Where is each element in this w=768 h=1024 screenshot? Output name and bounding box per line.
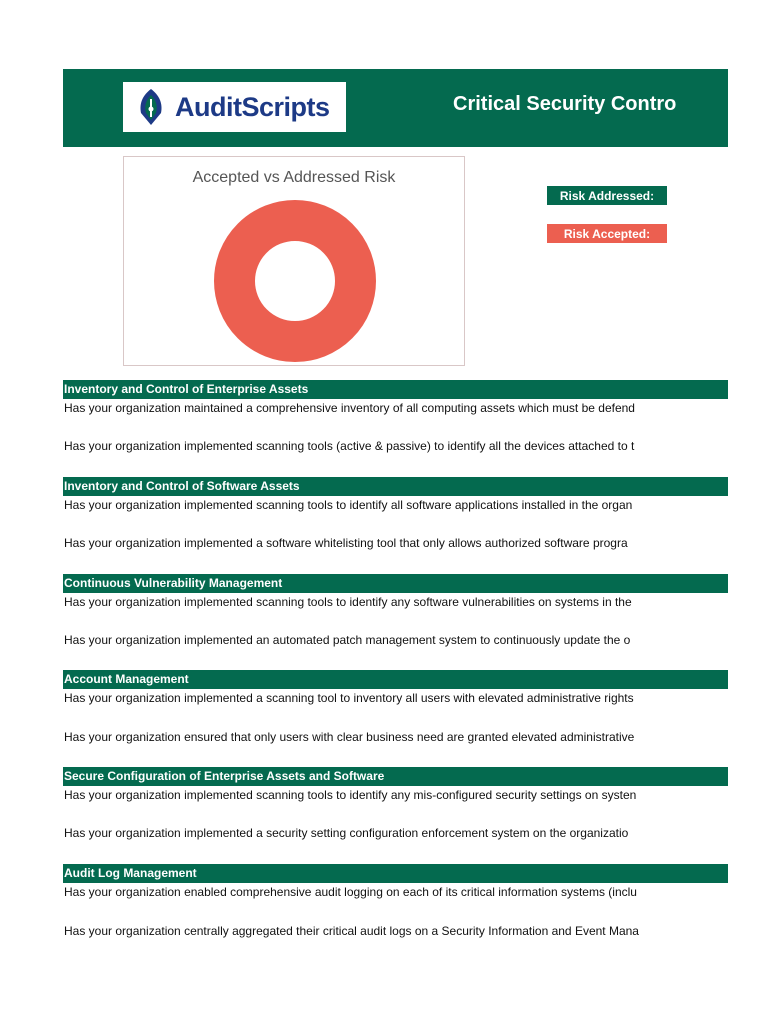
question-row: Has your organization implemented scanning tools to identify any software vulnerabilities on systems in the	[64, 595, 632, 609]
section-header: Inventory and Control of Software Assets	[63, 477, 728, 496]
question-row: Has your organization implemented a security setting configuration enforcement system on the organizatio	[64, 826, 629, 840]
question-row: Has your organization implemented scanning tools (active & passive) to identify all the devices attached to t	[64, 439, 635, 453]
risk-accepted-badge: Risk Accepted:	[547, 224, 667, 243]
pen-nib-logo-icon	[131, 87, 171, 127]
donut-chart-svg	[124, 157, 464, 365]
pie-slice-risk-accepted	[235, 221, 356, 342]
section-header: Account Management	[63, 670, 728, 689]
question-row: Has your organization implemented a scanning tool to inventory all users with elevated administrative rights	[64, 691, 634, 705]
section-header: Secure Configuration of Enterprise Assets and Software	[63, 767, 728, 786]
question-row: Has your organization maintained a comprehensive inventory of all computing assets which must be defend	[64, 401, 635, 415]
chart-title: Accepted vs Addressed Risk	[192, 169, 396, 186]
section-header: Audit Log Management	[63, 864, 728, 883]
logo	[123, 82, 346, 132]
header-banner	[63, 69, 728, 147]
question-row: Has your organization implemented an automated patch management system to continuously update the o	[64, 633, 631, 647]
question-row: Has your organization ensured that only users with clear business need are granted elevated administrative	[64, 730, 635, 744]
question-row: Has your organization implemented a software whitelisting tool that only allows authorized software progra	[64, 536, 628, 550]
risk-chart	[123, 156, 465, 366]
question-row: Has your organization enabled comprehensive audit logging on each of its critical information systems (inclu	[64, 885, 637, 899]
page-title: Critical Security Contro	[453, 93, 677, 115]
section-header: Continuous Vulnerability Management	[63, 574, 728, 593]
question-row: Has your organization centrally aggregated their critical audit logs on a Security Information and Event Mana	[64, 924, 639, 938]
risk-addressed-badge: Risk Addressed:	[547, 186, 667, 205]
logo-text: AuditScripts	[175, 91, 330, 122]
question-row: Has your organization implemented scanning tools to identify any mis-configured security settings on systen	[64, 788, 637, 802]
question-row: Has your organization implemented scanning tools to identify all software applications installed in the organ	[64, 498, 633, 512]
section-header: Inventory and Control of Enterprise Assets	[63, 380, 728, 399]
